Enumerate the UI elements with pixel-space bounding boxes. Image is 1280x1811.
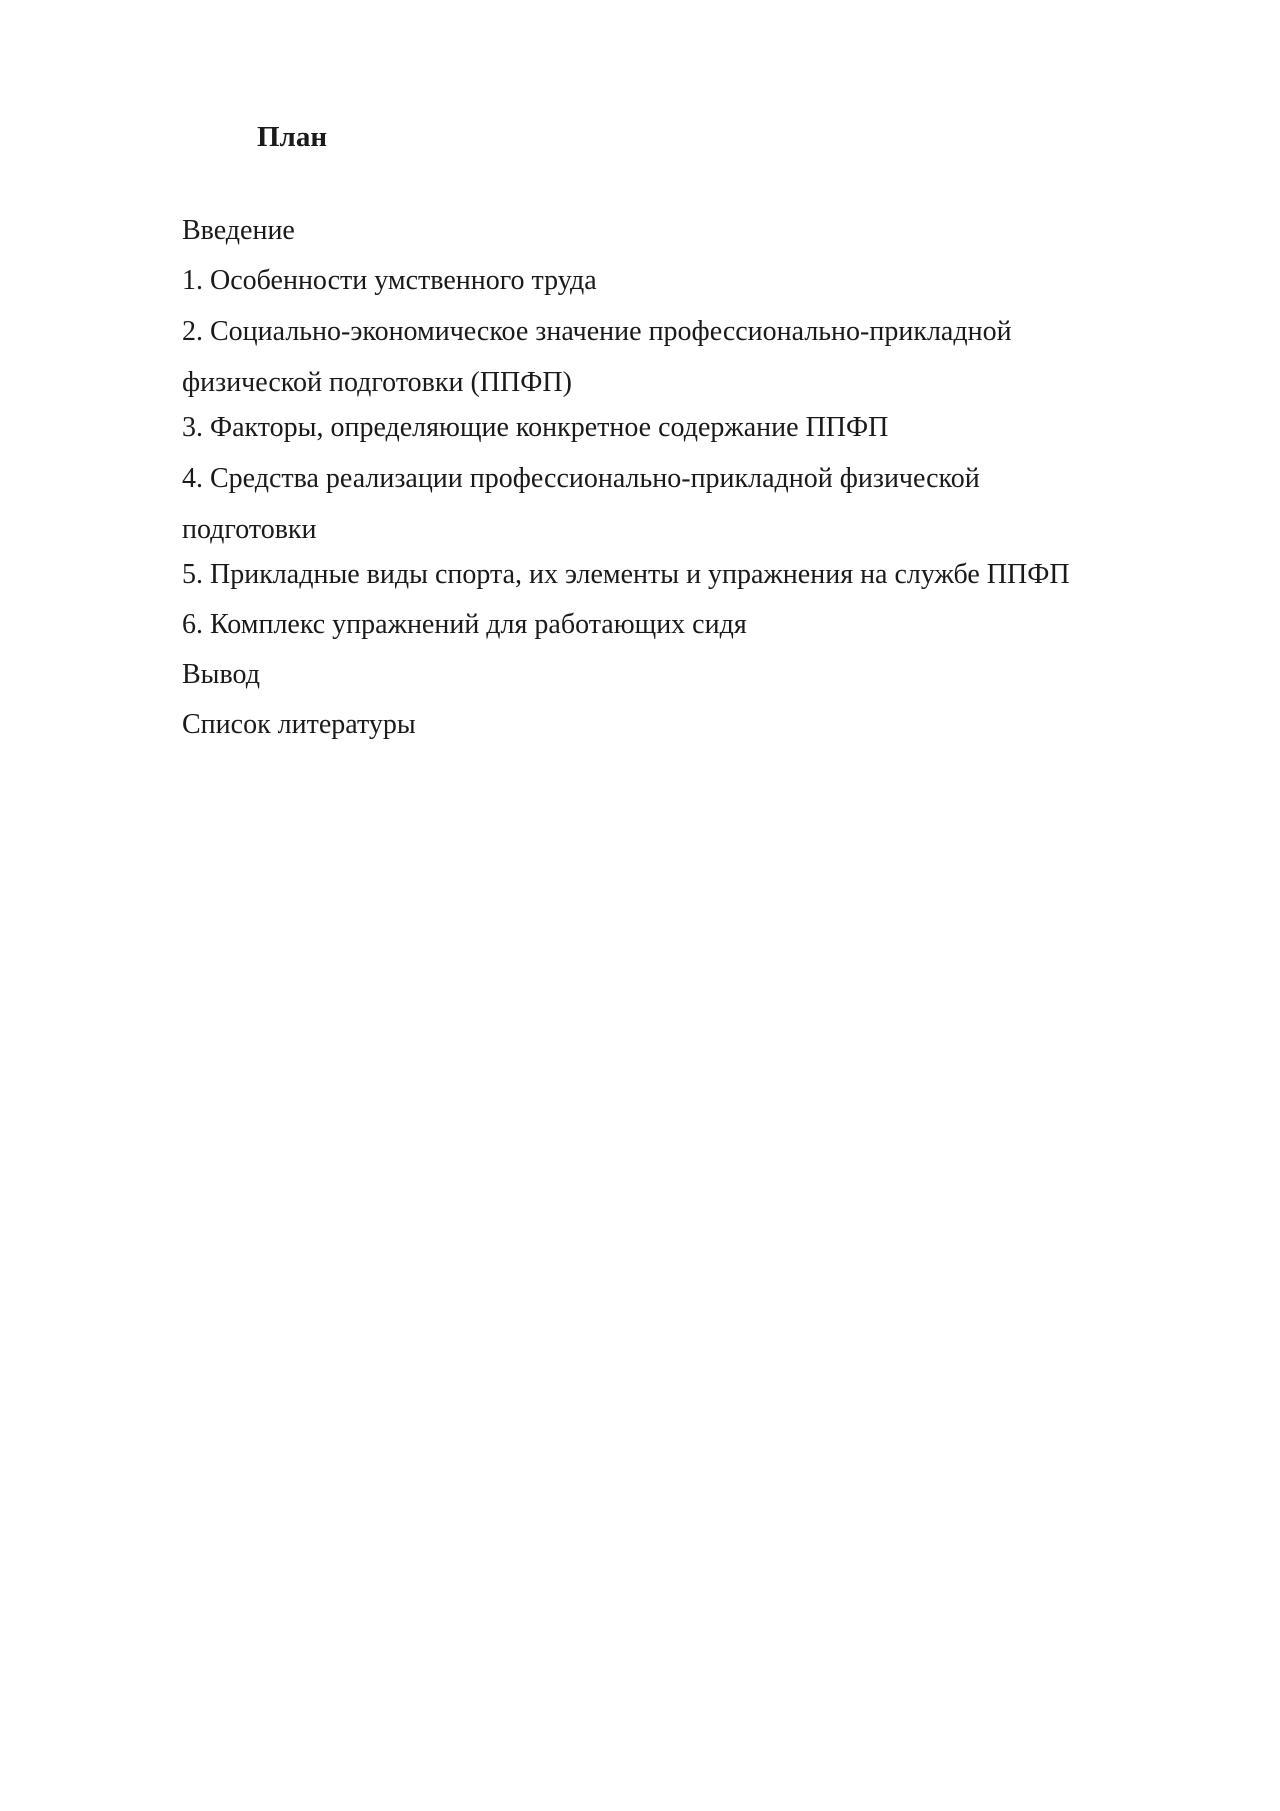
page-title: План bbox=[257, 121, 328, 153]
plan-item-1: 1. Особенности умственного труда bbox=[182, 265, 597, 296]
plan-item-references: Список литературы bbox=[182, 709, 416, 740]
plan-item-6: 6. Комплекс упражнений для работающих сидя bbox=[182, 609, 747, 640]
plan-item-5: 5. Прикладные виды спорта, их элементы и упражнения на службе ППФП bbox=[182, 559, 1070, 590]
plan-list bbox=[182, 211, 1162, 755]
plan-item-2: 2. Социально-экономическое значение профессионально-прикладной физической подготовки (ППФП) bbox=[182, 316, 1012, 398]
plan-item-conclusion: Вывод bbox=[182, 659, 260, 690]
plan-item-introduction: Введение bbox=[182, 215, 295, 246]
plan-item-4: 4. Средства реализации профессионально-прикладной физической подготовки bbox=[182, 463, 980, 545]
plan-item-3: 3. Факторы, определяющие конкретное содержание ППФП bbox=[182, 412, 889, 443]
